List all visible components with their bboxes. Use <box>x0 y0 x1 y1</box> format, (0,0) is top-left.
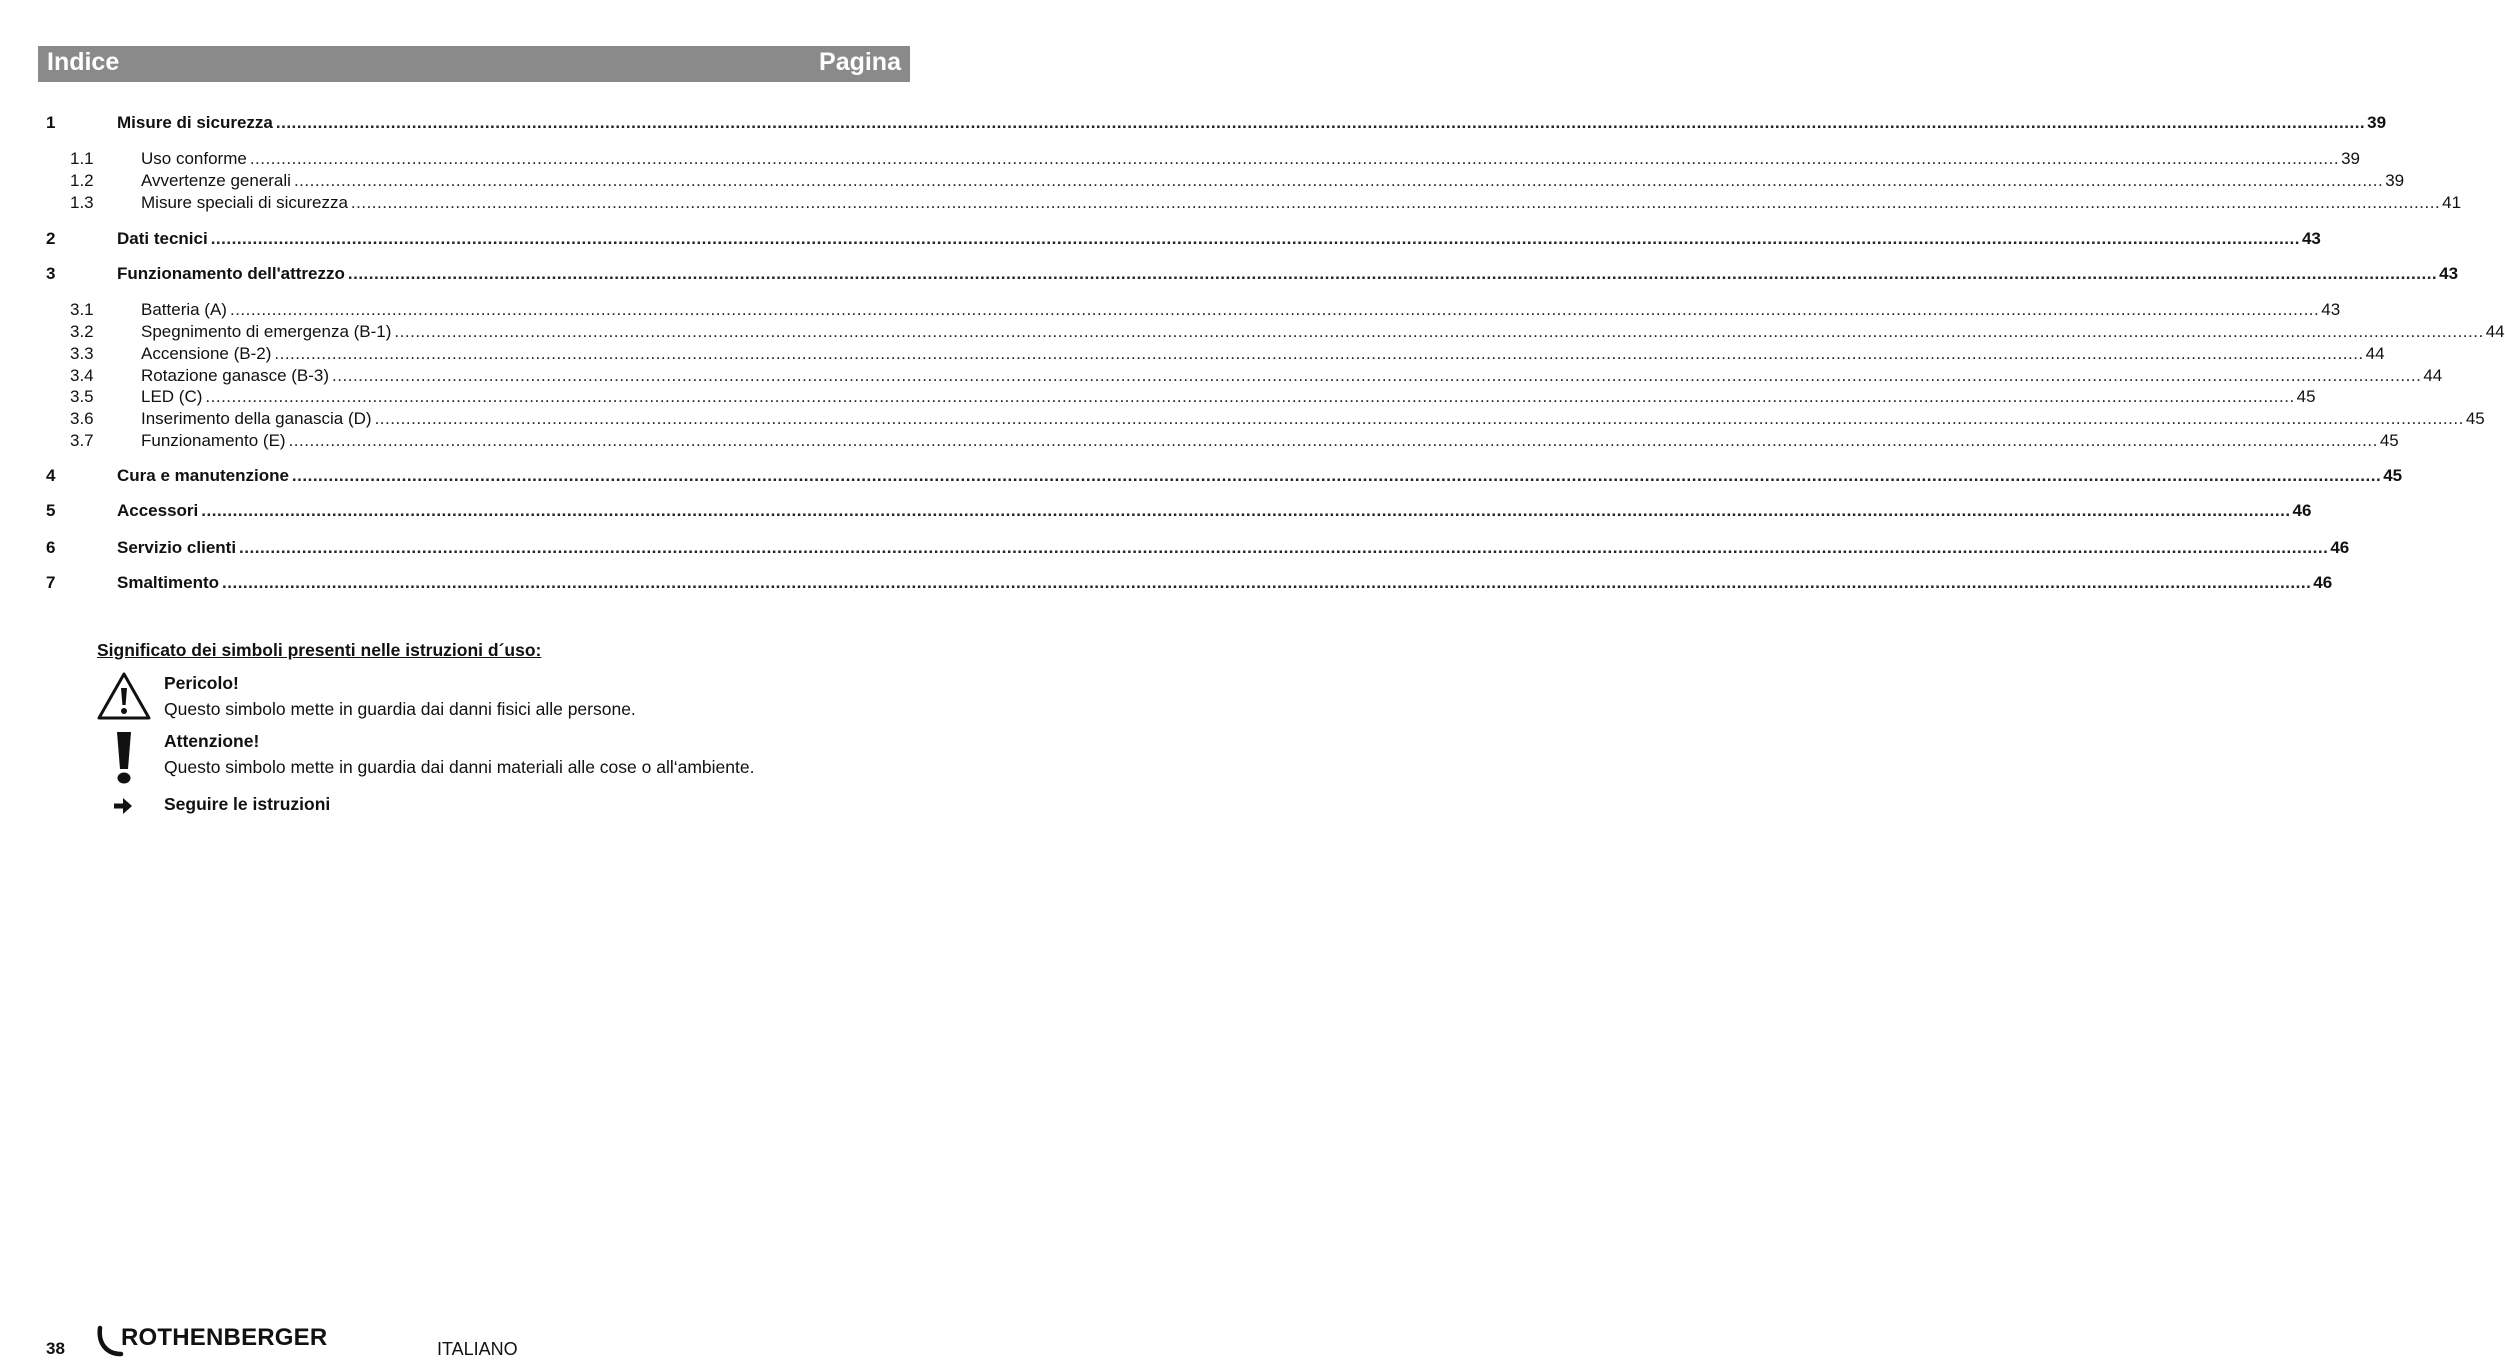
toc-entry-title: Cura e manutenzione <box>117 466 289 485</box>
toc-header-title: Indice <box>47 48 120 76</box>
toc-entry-line <box>117 228 2321 250</box>
toc-entry <box>0 192 2462 214</box>
toc-dot-leader: ................................................................................................................................................................................................................................................................................................................................................................................................................ <box>350 193 2441 212</box>
toc-entry-title: Dati tecnici <box>117 229 208 248</box>
toc-entry <box>0 365 2443 387</box>
toc-entry-title: Funzionamento dell'attrezzo <box>117 264 345 283</box>
toc-dot-leader: ................................................................................................................................................................................................................................................................................................................................................................................................................ <box>239 538 2329 557</box>
toc-entry <box>0 500 2312 522</box>
caution-title: Attenzione! <box>164 731 260 751</box>
toc-entry-number: 3.2 <box>70 322 94 341</box>
exclamation-icon <box>113 731 135 790</box>
toc-entry-title: Spegnimento di emergenza (B-1) <box>141 322 392 341</box>
svg-text:ROTHENBERGER: ROTHENBERGER <box>121 1324 328 1351</box>
toc-entry-number: 3.7 <box>70 431 94 450</box>
toc-dot-leader: ................................................................................................................................................................................................................................................................................................................................................................................................................ <box>394 322 2484 341</box>
toc-entry-title: Inserimento della ganascia (D) <box>141 409 372 428</box>
toc-entry-number: 3.4 <box>70 366 94 385</box>
toc-header-bar <box>38 46 910 82</box>
toc-entry-page: 45 <box>2465 409 2485 428</box>
toc-entry-title: Rotazione ganasce (B-3) <box>141 366 330 385</box>
toc-entry <box>0 343 2385 365</box>
toc-entry-page: 43 <box>2439 264 2459 283</box>
toc-entry-page: 44 <box>2485 322 2505 341</box>
toc-entry-title: Uso conforme <box>141 149 247 168</box>
toc-entry-page: 44 <box>2365 344 2385 363</box>
toc-entry-number: 3.1 <box>70 300 94 319</box>
toc-entry <box>0 148 2361 170</box>
toc-entry <box>0 321 2505 343</box>
toc-dot-leader: ................................................................................................................................................................................................................................................................................................................................................................................................................ <box>291 466 2382 485</box>
toc-entry-title: Accessori <box>117 501 199 520</box>
arrow-right-icon <box>112 796 134 821</box>
toc-entry-number: 1.1 <box>70 149 94 168</box>
toc-entry-line <box>141 365 2443 387</box>
toc-dot-leader: ................................................................................................................................................................................................................................................................................................................................................................................................................ <box>293 171 2384 190</box>
toc-entry <box>0 572 2333 594</box>
toc-entry <box>0 465 2403 487</box>
toc-dot-leader: ................................................................................................................................................................................................................................................................................................................................................................................................................ <box>201 501 2291 520</box>
toc-entry-page: 43 <box>2321 300 2341 319</box>
toc-header-page-label: Pagina <box>819 48 901 76</box>
toc-entry <box>0 263 2459 285</box>
toc-entry-number: 5 <box>46 501 56 520</box>
toc-dot-leader: ................................................................................................................................................................................................................................................................................................................................................................................................................ <box>210 229 2300 248</box>
toc-dot-leader: ................................................................................................................................................................................................................................................................................................................................................................................................................ <box>275 113 2366 132</box>
toc-entry <box>0 112 2387 134</box>
toc-entry-line <box>141 321 2505 343</box>
toc-entry-page: 39 <box>2341 149 2361 168</box>
page-number: 38 <box>46 1339 65 1358</box>
toc-entry-page: 46 <box>2313 573 2333 592</box>
toc-entry-title: Misure di sicurezza <box>117 113 273 132</box>
toc-entry-page: 41 <box>2442 193 2462 212</box>
toc-entry-line <box>117 500 2312 522</box>
toc-entry <box>0 299 2341 321</box>
danger-title: Pericolo! <box>164 673 239 693</box>
toc-entry-line <box>141 192 2462 214</box>
toc-entry-line <box>141 430 2399 452</box>
toc-dot-leader: ................................................................................................................................................................................................................................................................................................................................................................................................................ <box>332 366 2422 385</box>
toc-entry-number: 6 <box>46 538 56 557</box>
toc-entry-page: 45 <box>2379 431 2399 450</box>
toc-entry-page: 45 <box>2296 387 2316 406</box>
toc-entry-title: Funzionamento (E) <box>141 431 286 450</box>
toc-entry-number: 3.5 <box>70 387 94 406</box>
toc-entry-line <box>117 537 2350 559</box>
toc-entry-line <box>141 299 2341 321</box>
toc-dot-leader: ................................................................................................................................................................................................................................................................................................................................................................................................................ <box>205 387 2295 406</box>
toc-dot-leader: ................................................................................................................................................................................................................................................................................................................................................................................................................ <box>288 431 2378 450</box>
toc-entry-page: 43 <box>2301 229 2321 248</box>
instructions-title: Seguire le istruzioni <box>164 794 331 814</box>
toc-entry-number: 7 <box>46 573 56 592</box>
toc-entry-number: 1 <box>46 113 56 132</box>
toc-entry-line <box>141 386 2316 408</box>
toc-entry-number: 3.3 <box>70 344 94 363</box>
toc-entry <box>0 537 2350 559</box>
symbols-heading: Significato dei simboli presenti nelle istruzioni d´uso: <box>97 640 542 660</box>
toc-entry-line <box>117 572 2333 594</box>
toc-entry-page: 44 <box>2423 366 2443 385</box>
toc-entry <box>0 408 2485 430</box>
toc-entry-number: 2 <box>46 229 56 248</box>
toc-entry-page: 45 <box>2383 466 2403 485</box>
toc-entry-page: 46 <box>2330 538 2350 557</box>
toc-entry-page: 39 <box>2385 171 2405 190</box>
toc-entry-number: 3.6 <box>70 409 94 428</box>
footer-language: ITALIANO <box>437 1339 518 1359</box>
toc-dot-leader: ................................................................................................................................................................................................................................................................................................................................................................................................................ <box>229 300 2320 319</box>
toc-entry-line <box>117 263 2459 285</box>
toc-entry-line <box>141 148 2361 170</box>
danger-text: Questo simbolo mette in guardia dai danni fisici alle persone. <box>164 699 636 719</box>
toc-entry-title: Accensione (B-2) <box>141 344 272 363</box>
toc-dot-leader: ................................................................................................................................................................................................................................................................................................................................................................................................................ <box>274 344 2364 363</box>
toc-entry <box>0 170 2405 192</box>
toc-dot-leader: ................................................................................................................................................................................................................................................................................................................................................................................................................ <box>222 573 2312 592</box>
toc-entry <box>0 430 2399 452</box>
toc-dot-leader: ................................................................................................................................................................................................................................................................................................................................................................................................................ <box>374 409 2464 428</box>
toc-entry-line <box>141 408 2485 430</box>
warning-triangle-icon <box>96 671 152 726</box>
toc-entry-title: Servizio clienti <box>117 538 237 557</box>
toc-entry-number: 3 <box>46 264 56 283</box>
toc-entry-title: Batteria (A) <box>141 300 227 319</box>
toc-entry-line <box>141 170 2405 192</box>
toc-entry <box>0 386 2316 408</box>
toc-entry-number: 1.3 <box>70 193 94 212</box>
rothenberger-logo <box>95 1322 347 1365</box>
toc-dot-leader: ................................................................................................................................................................................................................................................................................................................................................................................................................ <box>347 264 2438 283</box>
toc-entry <box>0 228 2321 250</box>
caution-text: Questo simbolo mette in guardia dai danni materiali alle cose o all‘ambiente. <box>164 757 755 777</box>
toc-entry-line <box>141 343 2385 365</box>
toc-entry-page: 46 <box>2292 501 2312 520</box>
toc-entry-number: 4 <box>46 466 56 485</box>
toc-entry-number: 1.2 <box>70 171 94 190</box>
toc-entry-line <box>117 112 2387 134</box>
toc-entry-title: LED (C) <box>141 387 203 406</box>
toc-dot-leader: ................................................................................................................................................................................................................................................................................................................................................................................................................ <box>249 149 2340 168</box>
toc-entry-title: Misure speciali di sicurezza <box>141 193 348 212</box>
toc-entry-title: Avvertenze generali <box>141 171 291 190</box>
toc-entry-line <box>117 465 2403 487</box>
toc-entry-page: 39 <box>2367 113 2387 132</box>
toc-entry-title: Smaltimento <box>117 573 220 592</box>
